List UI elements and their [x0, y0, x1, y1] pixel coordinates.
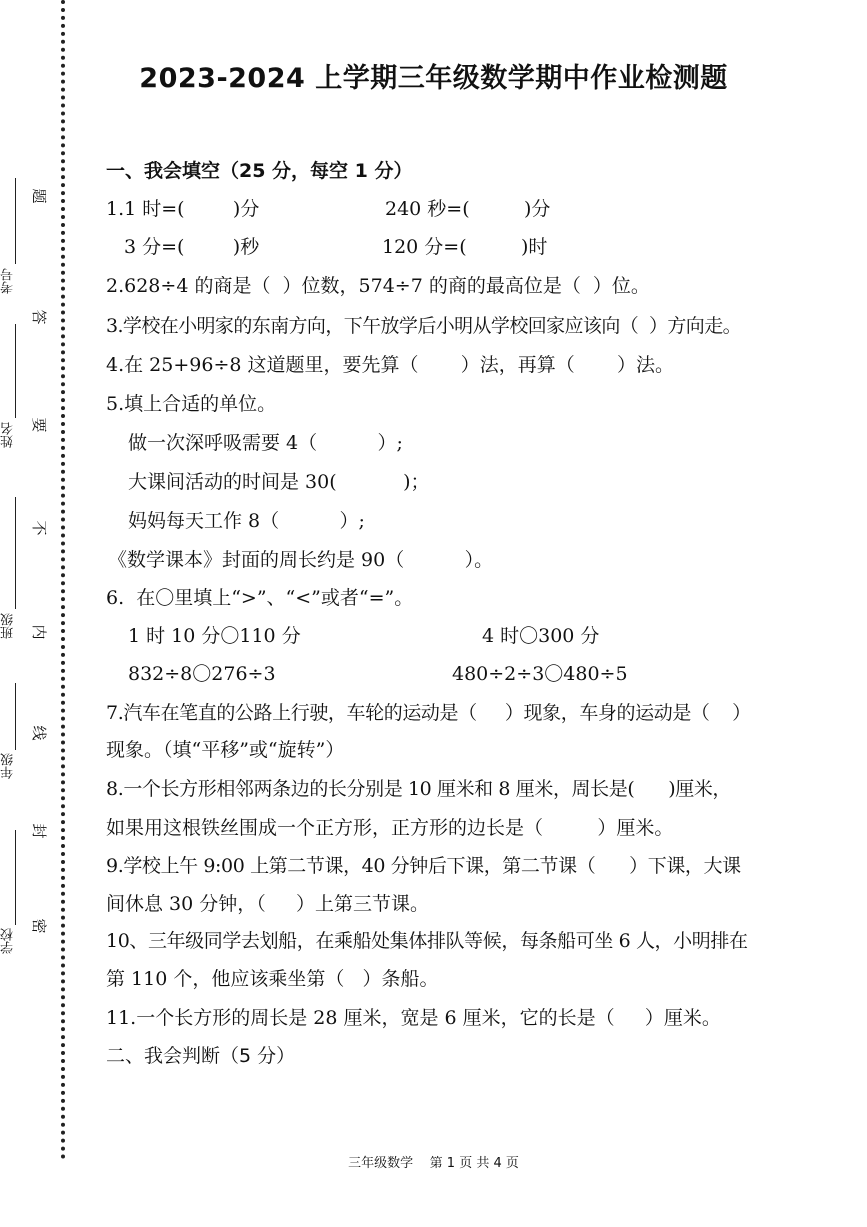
section-heading-fill: 一、我会填空（25 分，每空 1 分）: [106, 160, 413, 182]
binding-margin: [0, 0, 66, 1227]
question-6c: 832÷8〇276÷3: [128, 663, 276, 685]
question-8-cont: 如果用这根铁丝围成一个正方形，正方形的边长是（ ）厘米。: [106, 817, 674, 839]
question-3: 3.学校在小明家的东南方向，下午放学后小明从学校回家应该向（ ）方向走。: [106, 315, 742, 337]
question-9: 9.学校上午 9:00 上第二节课，40 分钟后下课，第二节课（ ）下课，大课: [106, 855, 741, 877]
question-6b: 4 时〇300 分: [482, 625, 600, 647]
question-5c: 妈妈每天工作 8（ ）;: [128, 510, 365, 532]
exam-number-label: 考号: [1, 268, 16, 294]
school-field[interactable]: [15, 830, 16, 925]
exam-number-field[interactable]: [15, 178, 16, 264]
question-6d: 480÷2÷3〇480÷5: [452, 663, 628, 685]
question-7-cont: 现象。（填“平移”或“旋转”）: [106, 739, 345, 761]
question-5a: 做一次深呼吸需要 4（ ）;: [128, 432, 403, 454]
seal-char-6: 线: [30, 725, 48, 741]
seal-char-4: 不: [30, 520, 48, 536]
seal-char-5: 内: [30, 624, 48, 640]
seal-char-3: 要: [30, 417, 48, 433]
question-4: 4.在 25+96÷8 这道题里，要先算（ ）法，再算（ ）法。: [106, 354, 675, 376]
section-heading-judge: 二、我会判断（5 分）: [106, 1045, 296, 1067]
seal-char-8: 密: [30, 918, 48, 934]
grade-label: 年级: [1, 753, 16, 779]
question-1c: 3 分=( )秒: [124, 236, 260, 258]
question-1a: 1.1 时=( )分: [106, 198, 260, 220]
question-11: 11.一个长方形的周长是 28 厘米，宽是 6 厘米，它的长是（ ）厘米。: [106, 1007, 721, 1029]
grade-field[interactable]: [15, 683, 16, 750]
question-5: 5.填上合适的单位。: [106, 393, 277, 415]
class-field[interactable]: [15, 497, 16, 609]
question-5b: 大课间活动的时间是 30( )；: [128, 471, 430, 493]
seal-char-2: 答: [30, 309, 48, 325]
name-label: 姓名: [1, 422, 16, 448]
question-1d: 120 分=( )时: [382, 236, 548, 258]
name-field[interactable]: [15, 324, 16, 418]
page-footer: 三年级数学 第 1 页 共 4 页: [348, 1156, 519, 1171]
question-7: 7.汽车在笔直的公路上行驶，车轮的运动是（ ）现象，车身的运动是（ ）: [106, 702, 751, 724]
question-1b: 240 秒=( )分: [385, 198, 551, 220]
seal-char-7: 封: [30, 823, 48, 839]
school-label: 学校: [1, 928, 16, 954]
question-10-cont: 第 110 个，他应该乘坐第（ ）条船。: [106, 968, 439, 990]
question-2: 2.628÷4 的商是（ ）位数，574÷7 的商的最高位是（ ）位。: [106, 275, 650, 297]
dotted-cut-line: [61, 0, 65, 1160]
question-10: 10、三年级同学去划船，在乘船处集体排队等候，每条船可坐 6 人，小明排在: [106, 930, 748, 952]
question-6: 6. 在〇里填上“>”、“<”或者“=”。: [106, 587, 414, 609]
question-8: 8.一个长方形相邻两条边的长分别是 10 厘米和 8 厘米，周长是( )厘米，: [106, 778, 732, 800]
question-5d: 《数学课本》封面的周长约是 90（ ）。: [108, 549, 494, 571]
seal-char-1: 题: [30, 188, 48, 204]
page-title: 2023-2024 上学期三年级数学期中作业检测题: [139, 63, 728, 94]
question-9-cont: 间休息 30 分钟，（ ）上第三节课。: [106, 893, 429, 915]
class-label: 班级: [1, 613, 16, 639]
question-6a: 1 时 10 分〇110 分: [128, 625, 301, 647]
